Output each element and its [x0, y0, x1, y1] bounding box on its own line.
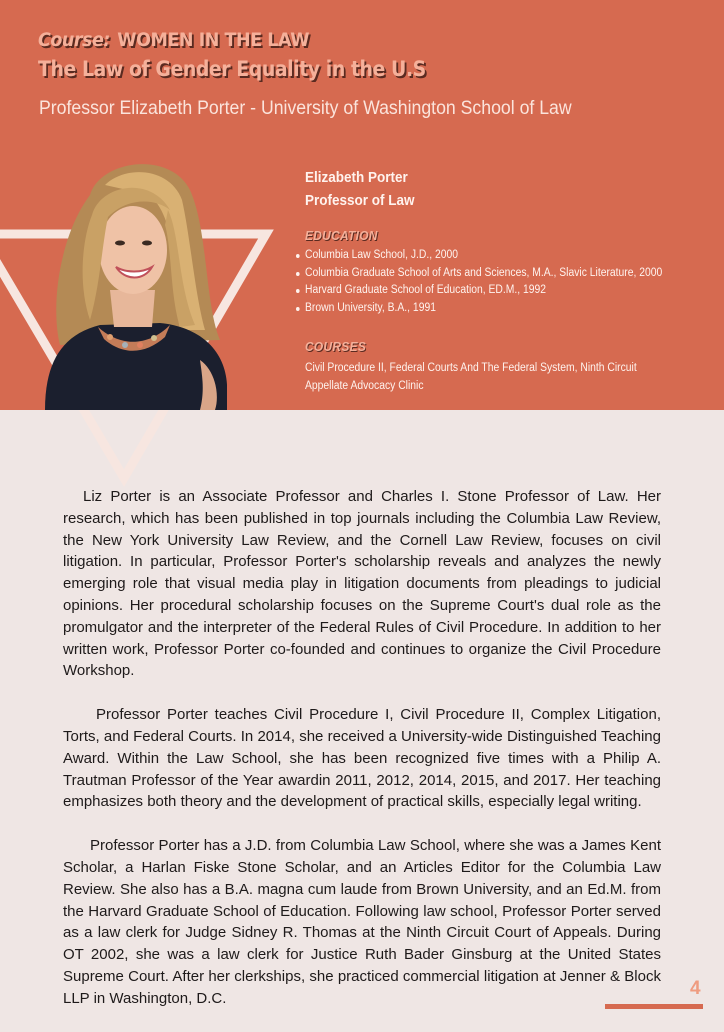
education-item	[305, 247, 665, 265]
course-subtitle: The Law of Gender Equality in the U.S	[38, 57, 426, 81]
bio-paragraph: Liz Porter is an Associate Professor and Charles I. Stone Professor of Law. Her research, which has been published in top journals including the Columbia Law Review, the New York University Law Review, and the Cornell Law Review, focuses on civil litigation. In particular, Professor Porter's scholarship reveals and analyzes the newly emerging role that visual media play in litigation documents from pleadings to judicial opinions. Her procedural scholarship focuses on the Supreme Court's dual role as the promulgator and the interpreter of the Federal Rules of Civil Procedure. In addition to her written work, Professor Porter co-founded and continues to organize the Civil Procedure Workshop.	[63, 488, 661, 680]
profile-role: Professor of Law	[305, 192, 415, 209]
course-title	[38, 27, 434, 53]
bullet-icon	[296, 254, 300, 258]
course-name: WOMEN IN THE LAW	[117, 29, 310, 51]
portrait-image	[30, 155, 230, 410]
professor-affiliation: Professor Elizabeth Porter - University of Washington School of Law	[39, 98, 572, 119]
education-item-text: Harvard Graduate School of Education, ED.M., 1992	[305, 284, 547, 296]
profile-info	[305, 166, 705, 395]
education-heading: EDUCATION	[305, 228, 378, 243]
education-item	[305, 282, 665, 300]
page-number-rule	[605, 1004, 703, 1009]
courses-text: Civil Procedure II, Federal Courts And The Federal System, Ninth Circuit Appellate Advocacy Clinic	[305, 362, 637, 392]
education-item-text: Brown University, B.A., 1991	[305, 301, 436, 314]
education-item-text: Columbia Graduate School of Arts and Sciences, M.A., Slavic Literature, 2000	[305, 266, 663, 279]
bullet-icon	[296, 307, 300, 311]
education-item	[305, 265, 665, 283]
course-label: Course:	[38, 29, 110, 51]
bullet-icon	[296, 289, 300, 293]
profile-name: Elizabeth Porter	[305, 169, 408, 186]
education-list	[305, 247, 705, 317]
bullet-icon	[296, 272, 300, 276]
bio-paragraph: Professor Porter has a J.D. from Columbia Law School, where she was a James Kent Scholar, a Harlan Fiske Stone Scholar, and an Articles Editor for the Columbia Law Review. She also has a B.A. magna cum laude from Brown University, and an Ed.M. from the Harvard Graduate School of Education. Following law school, Professor Porter served as a law clerk for Judge Sidney R. Thomas at the Ninth Circuit Court of Appeals. During OT 2002, she was a law clerk for Justice Ruth Bader Ginsburg at the United States Supreme Court. After her clerkships, she practiced commercial litigation at Jenner & Block LLP in Washington, D.C.	[63, 837, 661, 1007]
education-item	[305, 300, 665, 318]
bio-paragraph: Professor Porter teaches Civil Procedure I, Civil Procedure II, Complex Litigation, Torts, and Federal Courts. In 2014, she received a University-wide Distinguished Teaching Award. Within the Law School, she has been recognized five times with a Philip A. Trautman Professor of the Year awardin 2011, 2012, 2014, 2015, and 2017. Her teaching emphasizes both theory and the development of practical skills, especially legal writing.	[63, 706, 661, 811]
page-number: 4	[690, 978, 701, 999]
education-item-text: Columbia Law School, J.D., 2000	[305, 249, 459, 261]
courses-heading: COURSES	[305, 339, 367, 354]
biography	[63, 486, 661, 1032]
title-block	[38, 27, 469, 85]
